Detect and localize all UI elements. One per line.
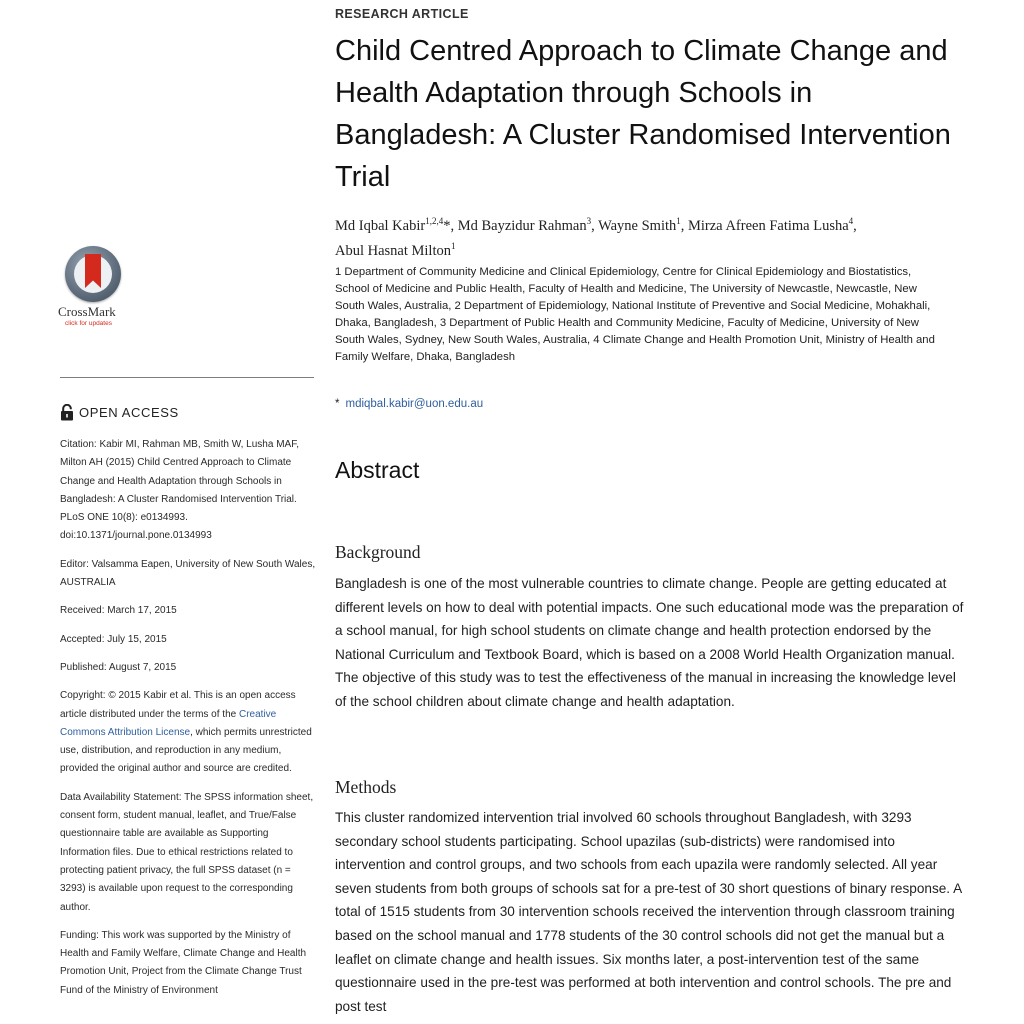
article-type: RESEARCH ARTICLE xyxy=(335,7,469,21)
background-text: Bangladesh is one of the most vulnerable countries to climate change. People are getting educated at different levels on how to deal with potential impacts. One such educational mode was the preparation of a school manual, for high school students on climate change and health protection endorsed by the National Curriculum and Textbook Board, which is based on a 2008 World Health Organization manual. The objective of this study was to test the effectiveness of the manual in increasing the knowledge level of the school children about climate change and health adaptation. xyxy=(335,576,964,709)
sidebar-meta xyxy=(60,436,316,1010)
methods-heading: Methods xyxy=(335,777,397,797)
article-title: Child Centred Approach to Climate Change and Health Adaptation through Schools in Bangladesh: A Cluster Randomised Intervention Trial xyxy=(335,35,951,193)
author: Md Bayzidur Rahman$^3$ xyxy=(457,216,592,234)
copyright-text: Copyright: © 2015 Kabir et al. This is an open access article distributed under the terms of the xyxy=(60,690,296,720)
author: Md Iqbal Kabir$^{1,2,4}$* xyxy=(335,216,451,234)
sidebar-divider xyxy=(60,377,314,378)
abstract-heading: Abstract xyxy=(335,457,420,483)
background-heading: Background xyxy=(335,542,421,562)
affiliations: 1 Department of Community Medicine and Clinical Epidemiology, Centre for Clinical Epidemiology and Biostatistics, School of Medicine and Public Health, Faculty of Health and Medicine, The University of Newcastle, Newcastle, New South Wales, Australia, 2 Department of Epidemiology, National Institute of Preventive and Social Medicine, Mohakhali, Dhaka, Bangladesh, 3 Department of Public Health and Community Medicine, Faculty of Medicine, University of New South Wales, Sydney, New South Wales, Australia, 4 Climate Change and Health Promotion Unit, Ministry of Health and Family Welfare, Dhaka, Bangladesh xyxy=(335,266,935,363)
open-access-label: OPEN ACCESS xyxy=(79,405,179,420)
author-list: Md Iqbal Kabir$^{1,2,4}$*, Md Bayzidur Rahman$^3$, Wayne Smith$^1$, Mirza Afreen Fatima Lusha$^4$, Abul Hasnat Milton$^1$ xyxy=(335,216,857,259)
email-link[interactable]: mdiqbal.kabir@uon.edu.au xyxy=(345,398,484,410)
copyright xyxy=(60,687,316,778)
editor: Editor: Valsamma Eapen, University of New South Wales, AUSTRALIA xyxy=(60,558,316,589)
methods-text: This cluster randomized intervention trial involved 60 schools throughout Bangladesh, with 3293 secondary school students participating. School upazilas (sub-districts) were randomised into intervention and control groups, and two schools from each upazila were randomly selected. All year seven students from both groups of schools sat for a pre-test of 30 short questions of binary response. A total of 1515 students from 30 intervention schools received the intervention through classroom training based on the school manual and 1778 students of the 30 control schools did not get the manual but a leaflet on climate change and health issues. Six months later, a post-intervention test of the same questionnaire used in the pre-test was performed at both intervention and control schools. The pre and post test xyxy=(335,810,962,1014)
data-availability: Data Availability Statement: The SPSS information sheet, consent form, student manual, leaflet, and True/False questionnaire table are available as Supporting Information files. Due to ethical restrictions related to protecting patient privacy, the full SPSS dataset (n = 3293) is available upon request to the corresponding author. xyxy=(60,791,314,913)
accepted-date: Accepted: July 15, 2015 xyxy=(60,633,167,645)
crossmark-label: CrossMark xyxy=(58,304,116,319)
correspondence xyxy=(335,398,483,410)
crossmark-icon xyxy=(65,246,121,302)
license-link[interactable]: Creative Commons Attribution License xyxy=(60,708,277,738)
published-date: Published: August 7, 2015 xyxy=(60,661,177,673)
author: Abul Hasnat Milton$^1$ xyxy=(335,240,456,259)
crossmark-badge[interactable] xyxy=(58,246,130,327)
crossmark-sublabel: click for updates xyxy=(65,320,112,327)
author: Mirza Afreen Fatima Lusha$^4$ xyxy=(688,216,854,234)
open-access-badge xyxy=(60,404,179,421)
funding: Funding: This work was supported by the Ministry of Health and Family Welfare, Climate Change and Health Promotion Unit, Project from the Climate Change Trust Fund of the Ministry of Environment xyxy=(60,929,307,996)
author: Wayne Smith$^1$ xyxy=(598,216,681,234)
open-lock-icon xyxy=(60,404,74,421)
received-date: Received: March 17, 2015 xyxy=(60,605,177,617)
citation: Citation: Kabir MI, Rahman MB, Smith W, Lusha MAF, Milton AH (2015) Child Centred Approach to Climate Change and Health Adaptation through Schools in Bangladesh: A Cluster Randomised Intervention Trial. PLoS ONE 10(8): e0134993. doi:10.1371/journal.pone.0134993 xyxy=(60,439,299,542)
copyright-text-end: , which permits unrestricted use, distribution, and reproduction in any medium, provided the original author and source are credited. xyxy=(60,726,312,775)
asterisk: * xyxy=(335,398,340,410)
